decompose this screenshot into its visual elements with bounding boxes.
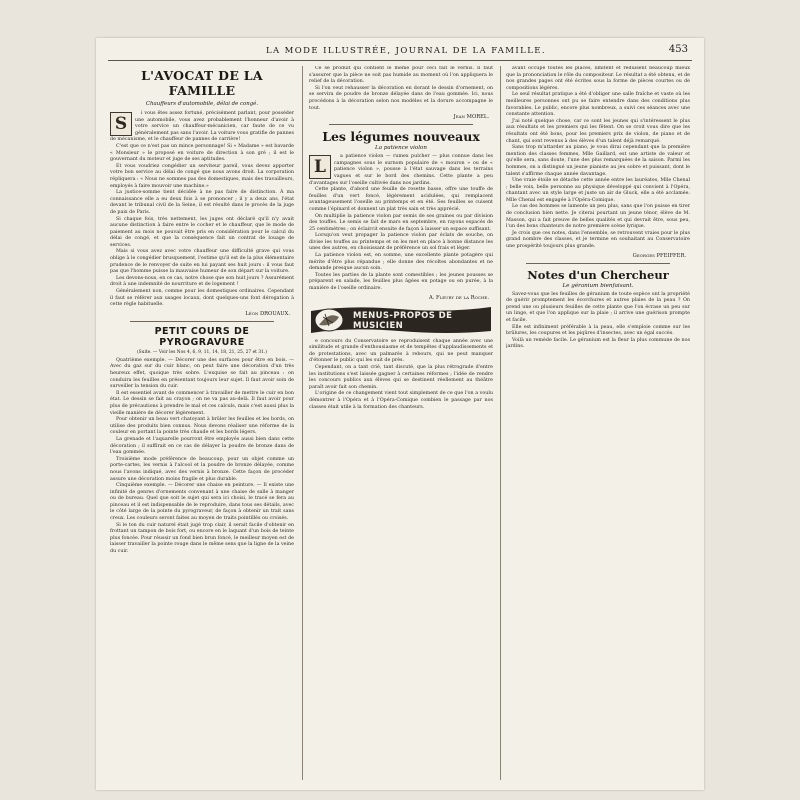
- music-signature: Georges PFEIFFER.: [632, 252, 686, 259]
- column-divider: [302, 66, 303, 780]
- paragraph: Généralement non, comme pour les domestiques ordinaires. Cependant il faut se référer aux usages locaux, dont quelques-uns font dérogation à cette règle habituelle.: [110, 289, 294, 308]
- continued-article: [309, 66, 493, 112]
- legumes-article: [309, 154, 493, 292]
- page-number: 453: [668, 44, 688, 55]
- paragraph: Cependant, on a tant crié, tant discuté, que la plus rétrograde d'entre les institutions s'est laissée gagner à certaines réformes ; l'idée de rendre les concours publics aux élèves qui se destinent réellement au théâtre paraît avoir fait son chemin.: [309, 365, 493, 390]
- paragraph: avant occupé toutes les places, limitent et réduisent beaucoup mieux que la prononciation le rôle du compositeur. Le résultat a été obtenu, et de nos grandes pages ont été écrites sous la forme de pièces courtes ou de compositions légères.: [506, 66, 690, 91]
- paragraph: Quatrième exemple. — Décorer une des surfaces pour être en bois. — Avec du gaz sur du cuir blanc, on peut faire une décoration d'un très heureux effet, quoique très sobre. L'exquise se fait au pinceau : on conduira les feuilles en présentant toujours leur sujet. Il faut avoir soin de surveiller la tension du cuir.: [110, 357, 294, 390]
- paragraph: Elle est infiniment préférable à la peau, elle s'emploie comme sur les brûlures, les coupures et les piqûres d'insectes, avec un égal succès.: [506, 324, 690, 337]
- paragraph: Cinquième exemple. — Décorer une chaise en peinture. — Il existe une infinité de genres d'ornements convenant à une chaise de salle à manger ou de bureau. Quel que soit le sujet qui sera ici choisi, le tracé se fera au pinceau et il est indispensable de le reproduire, dans tous ses détails, avec le côté large de la pointe du pyrograveur, de façon à obtenir un trait sans creux. Les couleurs seront faites au moyen de traits pointillés ou croisés.: [110, 483, 294, 522]
- header-rule: [108, 60, 692, 61]
- paragraph: Toutes les parties de la plante sont comestibles ; les jeunes pousses se préparent en salade, les feuilles plus âgées en potage ou en purée, à la manière de l'oseille ordinaire.: [309, 272, 493, 292]
- section-separator: [526, 263, 670, 264]
- menus-propos-article: [309, 339, 493, 412]
- paragraph: Le cas des hommes se lamente un peu plus, sans que l'on puisse en tirer de conclusion bien nette. Je citerai pourtant un jeune ténor, élève de M. Masson, qui a fait preuve de belles qualités et qui devrait être, sous peu, l'un des bons chanteurs de notre première scène lyrique.: [506, 204, 690, 230]
- paragraph: Si chaque fois, très nettement, les juges ont déclaré qu'il n'y avait aucune distinction à faire entre le cocher et le chauffeur, que le mode de paiement au mois ne pouvait être pris en considération pour le calcul du délai de congé, et que la conséquence fait un contrat de louage de services.: [110, 216, 294, 248]
- paragraph: Il est essentiel avant de commencer à travailler de mettre le cuir en bon état. Le dessin se fait au crayon ; on ne va pas au-delà. Il faut avoir pour plus de précautions à prendre le mal et ces calculs, mais c'est aussi plus la vieille manière de décorer légèrement.: [110, 390, 294, 416]
- paragraph: Et vous voudriez congédier un serviteur pareil, vous devez apporter votre bon service au délai de congé que nous avons droit. La corporation répliquera : « Nous ne sommes pas des domestiques, mais des travailleurs, employés à faire mouvoir une machine.»: [110, 163, 294, 189]
- continued-signature: Jean MOREL.: [453, 114, 489, 121]
- music-article-continued: [506, 66, 690, 251]
- legumes-signature: A. Fleury de la Roche.: [428, 294, 489, 301]
- notes-subtitle: Le géranium bienfaisant.: [562, 282, 634, 289]
- avocat-article: [110, 111, 294, 309]
- paragraph: La patience violon est, en somme, une excellente plante potagère qui mérite d'être plus répandue ; elle donne des récoltes abondantes et ne demande presque aucun soin.: [309, 253, 493, 272]
- avocat-dropcap: S: [110, 112, 132, 136]
- legumes-dropcap: L: [309, 155, 331, 179]
- column-1: [110, 66, 294, 782]
- column-divider: [500, 66, 501, 780]
- paragraph: i vous êtes assez fortuné, précisément parlant, pour posséder une automobile, vous avez probablement l'honneur d'avoir à votre service un chauffeur-mécanicien, car faute de ce vu généralement pas sans l'avoir. La voiture vous gratifie de pannes de mécanisme, et le chauffeur de pannes de carrière!: [110, 111, 294, 143]
- paragraph: L'origine de ce changement vient tout simplement de ce que l'on a voulu démontrer à l'Opéra et à l'Opéra-Comique combien le passage par nos classes était utile à la formation des chanteurs.: [309, 391, 493, 410]
- pyrogravure-heading: PETIT COURS DE PYROGRAVURE: [154, 325, 250, 348]
- legumes-subtitle: La patience violon: [375, 145, 427, 152]
- menus-propos-banner: [309, 305, 493, 335]
- section-separator: [329, 124, 473, 125]
- pyrogravure-subtitle: (Suite. — Voir les Nos 4, 6, 9, 11, 14, 18, 21, 25, 27 et 31.): [136, 349, 268, 355]
- paragraph: Mais si vous avez avec votre chauffeur une difficulté grave qui vous oblige à le congédier brusquement, l'estime qu'il est de la plus élémentaire prudence de le renvoyer de suite en lui payant ses huit jours : il vous faut pas que l'homme puisse la mauvaise humeur de son départ sur la voiture.: [110, 249, 294, 275]
- section-separator: [130, 321, 274, 322]
- paragraph: Le seul résultat pratique a été d'obliger une salle fraîche et vaste où les meilleures personnes ont pu se faire entendre dans des conditions plus favorables. Le public, encore plus nombreux, a suivi ces séances avec une constante attention.: [506, 92, 690, 118]
- paragraph: C'est que ce n'est pas un mince personnage! Si « Madame » est bavarde « Monsieur » le proposé en voiture de direction à son gré ; il est le gouvernant du moteur et juge de ses aptitudes.: [110, 143, 294, 163]
- avocat-subtitle: Chauffeurs d'automobile, délai de congé.: [145, 101, 259, 107]
- column-3: [506, 66, 690, 782]
- paragraph: Si l'on veut rehausser la décoration en dorant le dessin d'ornement, on se servira de poudre de bronze délayée dans de l'eau gommée. Ici, nous procédons à la décoration selon nos modèles et la dorure accompagne le tout.: [309, 85, 493, 111]
- paragraph: Je crois que ces notes, dans l'ensemble, se retrouvent vraies pour le plus grand nombre des classes, et je termine en souhaitant au Conservatoire une prospérité toujours plus grande.: [506, 230, 690, 250]
- avocat-signature: Léon DROUAUX.: [245, 310, 290, 317]
- paragraph: Les devons-nous, en ce cas, notre chose que son huit jours ? Assurément droit à une indemnité de nourriture et de logement !: [110, 275, 294, 288]
- legumes-heading: Les légumes nouveaux: [322, 129, 480, 145]
- avocat-heading: L'AVOCAT DE LA FAMILLE: [141, 68, 263, 98]
- paragraph: La grenade et l'aquarelle pourront être employés aussi bien dans cette décoration ; il suffirait en ce cas de délayer la poudre de bronze dans de l'eau gommée.: [110, 436, 294, 456]
- paragraph: Sans trop m'attarder au piano, je vous dirai cependant que la première mention des classes femmes, Mlle Gaillard, est une artiste de valeur et qu'elle sera, sans doute, l'une des plus remarquées de la saison. Parmi les hommes, on a distingué un jeune pianiste au jeu sobre et puissant, dont le talent s'affirme chaque année davantage.: [506, 145, 690, 177]
- notes-heading: Notes d'un Chercheur: [527, 267, 669, 282]
- paragraph: Cette plante, d'abord une feuille de rosette basse, offre une touffe de feuilles d'un vert foncé, légèrement acidulées, qui remplacent avantageusement l'oseille au printemps et en été. Ses feuilles se cuisent comme l'épinard et donnent un plat très sain et très apprécié.: [309, 187, 493, 212]
- journal-title: LA MODE ILLUSTRÉE, JOURNAL DE LA FAMILLE.: [266, 46, 546, 56]
- paragraph: Troisième mode préférence de beaucoup, pour un objet comme un porte-cartes, les vernis à l'alcool et la poudre de bronze délayée, comme nous l'avons indiqué, avec des vernis à bronze. Cette façon de procéder assure une décoration moins fragile et plus durable.: [110, 456, 294, 482]
- column-2: [309, 66, 493, 782]
- paragraph: e concours du Conservatoire se reproduisent chaque année avec une similitude et grande d'enthousiasme et de tempêtes d'applaudissements et de protestations, avec un palmarès à rebours, qui ne peut manquer d'étonner le public qui les suit de près.: [309, 338, 493, 364]
- paragraph: Si le ton du cuir naturel était jugé trop clair, il serait facile d'obtenir en frottant un tampon de bois fort, ou encore en le laquant d'un bois de teinte plus foncée. Pour réussir un fond bien brun foncé, le meilleur moyen est de laisser travailler la pointe rouge dans le même sens que la ligne de la veine du cuir.: [110, 522, 294, 555]
- paragraph: Lorsqu'on veut propager la patience violon par éclats de souche, on divise les touffes au printemps et on les met en place à bonne distance les unes des autres, en choisissant de préférence un sol frais et léger.: [309, 233, 493, 252]
- paragraph: Ce se produit qui contient le même pour ceci fait le vernis. Il faut s'assurer que la pièce ne soit pas humide au moment où l'on appliquera le relief de la décoration.: [309, 66, 493, 85]
- pyrogravure-article: [110, 358, 294, 556]
- page-header: [96, 44, 704, 60]
- paragraph: a patience violon — rumex pulcher — plus connue dans les campagnes sous le surnom populaire de « mouron » ou de « patience violon », pousse à l'état sauvage dans les terrains vagues et sur le bord des chemins. Cette plante a peu d'avantages sur l'oseille cultivée dans nos jardins.: [309, 154, 493, 186]
- paragraph: Savez-vous que les feuilles de géranium de toute espèce ont la propriété de guérir promptement les écorchures et autres plaies de la peau ? On prend une ou plusieurs feuilles de cette plante que l'on écrase un peu sur un linge, et que l'on applique sur la plaie ; il arrive une guérison prompte et facile.: [506, 291, 690, 323]
- paragraph: J'ai noté quelque chose, car ce sont les jeunes qui s'intéressent le plus aux résultats et les premiers qui les fêtent. On se croit vous dire que les résultats ont été bons, pour les premiers prix de violon, de piano et de chant, qui sont revenus à des élèves d'un talent déjà remarqué.: [506, 118, 690, 144]
- paragraph: La justice-somme tient décidée à ne pas faire de distinction. À ma connaissance elle a eu deux fois à se prononcer ; il y a deux ans, l'état devant le tribunal civil de la Seine, il est résulté dans le procès de la juge de paix de Paris.: [110, 190, 294, 215]
- paragraph: Pour obtenir un beau vert chatoyant à brûler les feuilles et les bords, on utilise des produits bien connus. Nous devons réaliser une réforme de la couleur en portant la pointe très chaude et les bords légers.: [110, 417, 294, 436]
- menus-propos-heading: MENUS-PROPOS DE MUSICIEN: [353, 310, 453, 331]
- paragraph: Voilà un remède facile. Le géranium est la fleur la plus commune de nos jardins.: [506, 337, 690, 350]
- paragraph: On multiplie la patience violon par semis de ses graines ou par division des touffes. Le semis se fait de mars en septembre, en rayons espacés de 25 centimètres ; on éclaircit ensuite de façon à laisser un espace suffisant.: [309, 213, 493, 232]
- notes-article: [506, 292, 690, 351]
- newspaper-page: [96, 38, 704, 790]
- paragraph: Une vraie étoile se détache cette année entre les lauréates, Mlle Chenal ; belle voix, belle personne au physique développé qui convient à l'Opéra, chantant avec un style large et juste un air de Gluck, elle a été acclamée. Mlle Chenal est engagée à l'Opéra-Comique.: [506, 178, 690, 203]
